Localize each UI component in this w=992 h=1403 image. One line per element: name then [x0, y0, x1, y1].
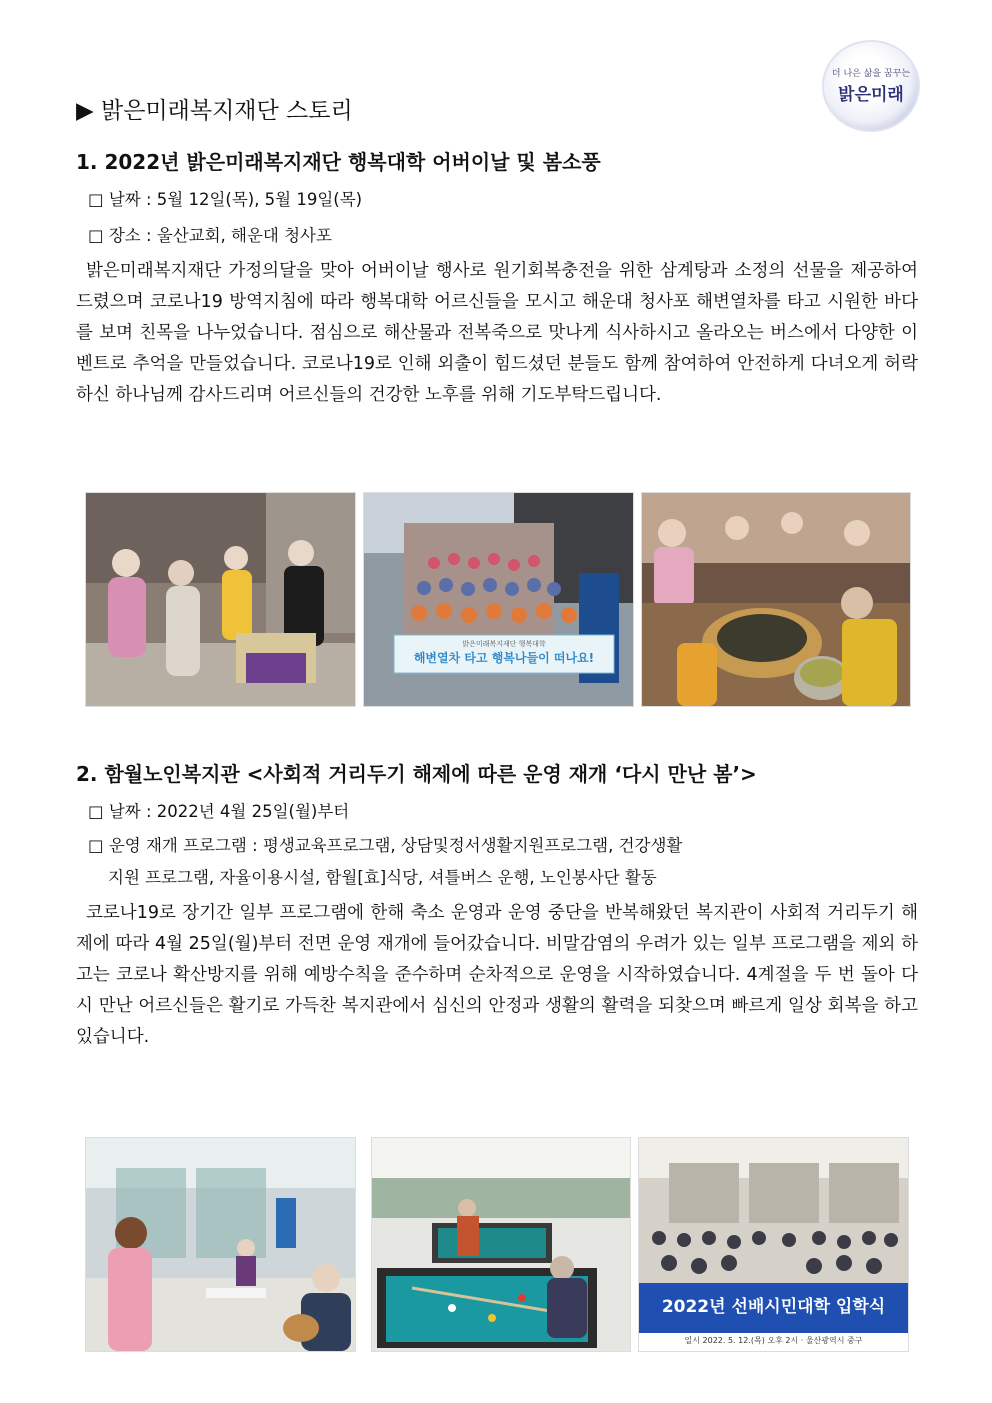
- section2-date: □ 날짜 : 2022년 4월 25일(월)부터: [88, 802, 350, 821]
- section1-date: □ 날짜 : 5월 12일(목), 5월 19일(목): [88, 190, 363, 209]
- foundation-logo: [822, 40, 920, 132]
- logo-tagline: 더 나은 삶을 꿈꾸는: [831, 69, 911, 79]
- photo-senior-college-ceremony: [638, 1137, 909, 1352]
- section1-banner-small: 밝은미래복지재단 행복대학: [462, 640, 546, 648]
- section2-banner-main: 2022년 선배시민대학 입학식: [661, 1297, 886, 1317]
- section2-banner-sub: 일시 2022. 5. 12.(목) 오후 2시 · 울산광역시 중구: [684, 1336, 863, 1345]
- section2-title: 2. 함월노인복지관 <사회적 거리두기 해제에 따른 운영 재개 ‘다시 만난 봄’>: [76, 762, 757, 786]
- photo-group-banner: [363, 492, 634, 707]
- section2-paragraph: 코로나19로 장기간 일부 프로그램에 한해 축소 운영과 운영 중단을 반복해왔던 복지관이 사회적 거리두기 해제에 따라 4월 25일(월)부터 전면 운영 재개에 들어갔습니다. 비말감염의 우려가 있는 일부 프로그램을 제외 하고는 코로나 확산방지를 위해 예방수칙을 준수하며 순차적으로 운영을 시작하였습니다. 4계절을 두 번 돌아 다시 만난 어르신들은 활기로 가득찬 복지관에서 심신의 안정과 생활의 활력을 되찾으며 빠르게 일상 회복을 하고 있습니다.: [76, 903, 918, 1047]
- main-title: ▶ 밝은미래복지재단 스토리: [76, 98, 353, 124]
- section1-banner-main: 해변열차 타고 행복나들이 떠나요!: [413, 651, 595, 665]
- section2-program-line1: □ 운영 재개 프로그램 : 평생교육프로그램, 상담및정서생활지원프로그램, 건강생활: [88, 836, 683, 855]
- section1-paragraph: 밝은미래복지재단 가정의달을 맞아 어버이날 행사로 원기회복충전을 위한 삼계탕과 소정의 선물을 제공하여드렸으며 코로나19 방역지침에 따라 행복대학 어르신들을 모시고 해운대 청사포 해변열차를 타고 시원한 바다를 보며 친목을 나누었습니다. 점심으로 해산물과 전복죽으로 맛나게 식사하시고 올라오는 버스에서 다양한 이벤트로 추억을 만들었습니다. 코로나19로 인해 외출이 힘드셨던 분들도 함께 참여하여 안전하게 다녀오게 허락하신 하나님께 감사드리며 어르신들의 건강한 노후를 위해 기도부탁드립니다.: [76, 261, 918, 405]
- photo-gift-distribution: [85, 492, 356, 707]
- photo-music-class: [85, 1137, 356, 1352]
- section1-title: 1. 2022년 밝은미래복지재단 행복대학 어버이날 및 봄소풍: [76, 150, 601, 174]
- logo-name: 밝은미래: [838, 85, 904, 105]
- section1-place: □ 장소 : 울산교회, 해운대 청사포: [88, 226, 332, 245]
- photo-billiards: [371, 1137, 631, 1352]
- section2-program-line2: 지원 프로그램, 자율이용시설, 함월[효]식당, 셔틀버스 운행, 노인봉사단 활동: [108, 868, 657, 887]
- photo-seafood-lunch: [641, 492, 911, 707]
